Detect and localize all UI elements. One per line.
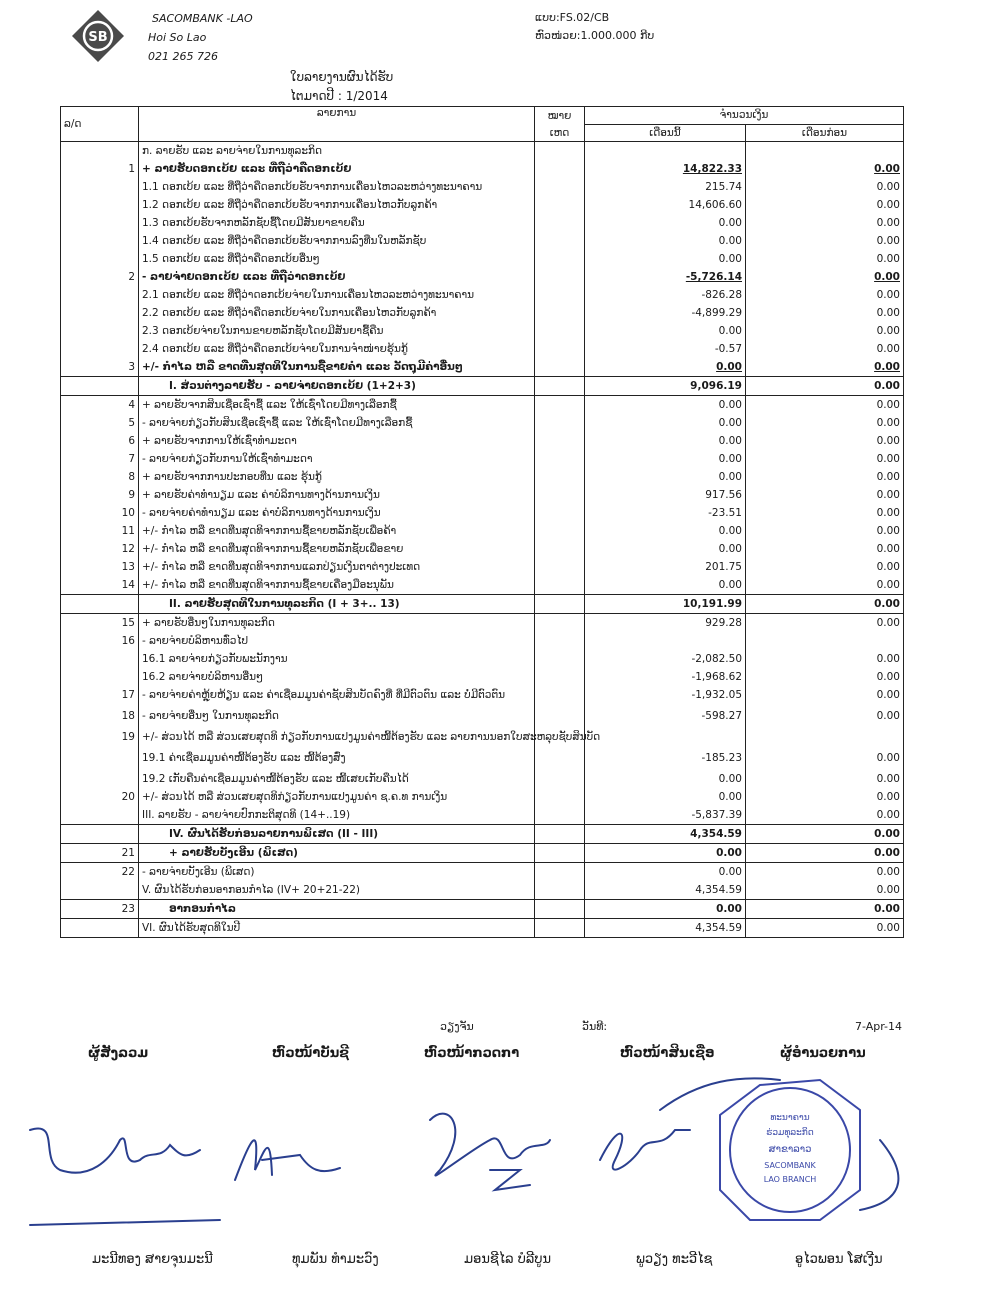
row-description: - ລາຍຈ່າຍຄ່າຫຼຸ້ຍຫ້ຽນ ແລະ ຄ່າເຊື່ອມມູນຄ່າຊັບສິນບັດຄົງທີ່ ທີ່ມີຕົວຕົນ ແລະ ບໍ່ມີຕົວຕົນ [139,686,535,704]
row-current-month: 4,354.59 [585,919,746,938]
row-current-month: -2,082.50 [585,650,746,668]
signer-name-head-audit: ມອນຊີໄລ ບໍລີບູນ [464,1252,552,1267]
row-number: 11 [61,522,139,540]
row-note [535,377,585,396]
row-previous-month: 0.00 [746,450,904,468]
row-previous-month [746,632,904,650]
table-row [61,377,904,396]
row-previous-month: 0.00 [746,286,904,304]
signature-head-audit [430,1114,550,1190]
row-description: ກ. ລາຍຮັບ ແລະ ລາຍຈ່າຍໃນການທຸລະກິດ [139,142,535,161]
row-note [535,881,585,900]
row-current-month: 10,191.99 [585,595,746,614]
row-number: 10 [61,504,139,522]
row-note [535,432,585,450]
table-row [61,142,904,161]
footer-date: 7-Apr-14 [855,1020,903,1033]
col-last-month-header: ເດືອນກ່ອນ [746,124,904,142]
row-description: II. ລາຍຮັບສຸດທິໃນການທຸລະກິດ (I + 3+.. 13) [139,595,535,614]
row-current-month: 917.56 [585,486,746,504]
row-number: 1 [61,160,139,178]
row-number: 5 [61,414,139,432]
row-number: 20 [61,788,139,806]
row-description: + ລາຍຮັບຈາກສິນເຊື່ອເຊົ່າຊື້ ແລະ ໃຫ້ເຊົ່າໂດຍມີທາງເລືອກຊື້ [139,396,535,415]
row-current-month: 4,354.59 [585,825,746,844]
row-description: - ລາຍຈ່າຍຄ່າທຳນຽມ ແລະ ຄ່າບໍລິການທາງດ້ານການເງິນ [139,504,535,522]
row-note [535,522,585,540]
row-description: 2.4 ດອກເບ້ຍ ແລະ ທີ່ຖືວ່າຄືດອກເບ້ຍຈ່າຍໃນການຈຳໜ່າຍຮຸ້ນກູ້ [139,340,535,358]
row-note [535,668,585,686]
row-current-month: 4,354.59 [585,881,746,900]
role-head-credit: ຫົວໜ້າສິນເຊື່ອ [620,1046,715,1061]
table-row [61,468,904,486]
row-description: 1.1 ດອກເບ້ຍ ແລະ ທີ່ຖືວ່າຄືດອກເບ້ຍຮັບຈາກການເຄື່ອນໄຫວລະຫວ່າງທະນາຄານ [139,178,535,196]
row-current-month [585,632,746,650]
row-note [535,340,585,358]
row-previous-month: 0.00 [746,322,904,340]
row-previous-month: 0.00 [746,806,904,825]
row-note [535,746,585,770]
role-head-audit: ຫົວໜ້າກວດກາ [424,1046,520,1061]
row-number [61,322,139,340]
signatures [0,1060,982,1250]
row-previous-month: 0.00 [746,650,904,668]
row-number [61,178,139,196]
row-description: V. ຜົນໄດ້ຮັບກ່ອນອາກອນກຳໄລ (IV+ 20+21-22) [139,881,535,900]
row-description: - ລາຍຈ່າຍດອກເບ້ຍ ແລະ ທີ່ຖືວ່າດອກເບ້ຍ [139,268,535,286]
row-previous-month: 0.00 [746,160,904,178]
statement-body [61,142,904,938]
row-description: + ລາຍຮັບດອກເບ້ຍ ແລະ ທີ່ຖືວ່າຄືດອກເບ້ຍ [139,160,535,178]
row-number [61,214,139,232]
row-current-month: -4,899.29 [585,304,746,322]
row-number: 23 [61,900,139,919]
role-chief-accountant: ຫົວໜ້າບັນຊີ [272,1046,349,1061]
row-note [535,540,585,558]
signer-name-compiler: ມະນີທອງ ສາຍຈຸນມະນີ [92,1252,213,1267]
row-note [535,468,585,486]
row-description: - ລາຍຈ່າຍກ່ຽວກັບການໃຫ້ເຊົ່າທຳມະດາ [139,450,535,468]
row-description: +/- ສ່ວນໄດ້ ຫລື ສ່ວນເສຍສຸດທິ ກ່ຽວກັບການແປງມູນຄ່າໜີ້ຕ້ອງຮັບ ແລະ ລາຍການນອກໃບສະຫລຸບຊັບສິນບັດ [139,728,535,746]
row-previous-month: 0.00 [746,595,904,614]
row-number [61,595,139,614]
table-row [61,214,904,232]
row-description: 2.1 ດອກເບ້ຍ ແລະ ທີ່ຖືວ່າດອກເບ້ຍຈ່າຍໃນການເຄື່ອນໄຫວລະຫວ່າງທະນາຄານ [139,286,535,304]
row-number [61,746,139,770]
row-number [61,377,139,396]
table-row [61,178,904,196]
table-row [61,746,904,770]
row-current-month: 14,822.33 [585,160,746,178]
row-previous-month: 0.00 [746,250,904,268]
col-item-header: ລາຍການ [139,107,535,142]
table-row [61,686,904,704]
row-previous-month: 0.00 [746,770,904,788]
table-row [61,788,904,806]
row-current-month: 929.28 [585,614,746,633]
table-row [61,396,904,415]
table-row [61,806,904,825]
row-note [535,232,585,250]
row-current-month: 215.74 [585,178,746,196]
row-current-month: -598.27 [585,704,746,728]
row-current-month: -5,837.39 [585,806,746,825]
row-description: +/- ກຳໄລ ຫລື ຂາດທືນສຸດທິໃນການຊື້ຂາຍຄຳ ແລະ ວັດຖຸມີຄ່າອື່ນໆ [139,358,535,377]
table-row [61,268,904,286]
row-number [61,668,139,686]
table-row [61,540,904,558]
row-number: 9 [61,486,139,504]
row-previous-month: 0.00 [746,576,904,595]
row-description: + ລາຍຮັບອື່ນໆໃນການທຸລະກິດ [139,614,535,633]
row-description: I. ສ່ວນຕ່າງລາຍຮັບ - ລາຍຈ່າຍດອກເບ້ຍ (1+2+3) [139,377,535,396]
row-previous-month: 0.00 [746,863,904,882]
table-row [61,881,904,900]
row-note [535,214,585,232]
row-number [61,232,139,250]
row-current-month [585,728,746,746]
row-note [535,614,585,633]
row-description: 2.2 ດອກເບ້ຍ ແລະ ທີ່ຖືວ່າຄືດອກເບ້ຍຈ່າຍໃນການເຄື່ອນໄຫວກັບລູກຄ້າ [139,304,535,322]
row-previous-month: 0.00 [746,468,904,486]
stamp-line-3: ສາຂາລາວ [768,1144,812,1155]
row-current-month: 0.00 [585,250,746,268]
row-previous-month: 0.00 [746,432,904,450]
table-row [61,558,904,576]
row-description: - ລາຍຈ່າຍບໍລິຫານທົ່ວໄປ [139,632,535,650]
row-current-month: 0.00 [585,770,746,788]
bank-phone: 021 265 726 [148,50,218,63]
row-description: + ລາຍຮັບບັງເອີນ (ພິເສດ) [139,844,535,863]
row-description: ອາກອນກຳໄລ [139,900,535,919]
row-number: 12 [61,540,139,558]
row-current-month: 0.00 [585,576,746,595]
row-number: 15 [61,614,139,633]
row-note [535,919,585,938]
row-current-month: -826.28 [585,286,746,304]
row-number: 21 [61,844,139,863]
table-row [61,358,904,377]
row-number: 14 [61,576,139,595]
row-note [535,788,585,806]
footer-place: ວຽງຈັນ [440,1020,474,1033]
row-previous-month [746,728,904,746]
footer-date-label: ວັນທີ: [582,1020,608,1033]
row-number: 3 [61,358,139,377]
row-current-month: -0.57 [585,340,746,358]
row-previous-month: 0.00 [746,486,904,504]
row-number [61,770,139,788]
row-previous-month: 0.00 [746,558,904,576]
row-note [535,322,585,340]
row-current-month: 0.00 [585,844,746,863]
income-statement-table [60,106,904,938]
table-row [61,450,904,468]
row-description: +/- ສ່ວນໄດ້ ຫລື ສ່ວນເສຍສຸດທິກ່ຽວກັບການແປງມູນຄ່າ ຊ.ຄ.ທ ການເງິນ [139,788,535,806]
row-description: - ລາຍຈ່າຍອື່ນໆ ໃນການທຸລະກິດ [139,704,535,728]
row-current-month: 0.00 [585,450,746,468]
row-description: + ລາຍຮັບຈາກການໃຫ້ເຊົ່າທຳມະດາ [139,432,535,450]
row-note [535,806,585,825]
row-number: 17 [61,686,139,704]
row-note [535,844,585,863]
table-row [61,728,904,746]
row-note [535,632,585,650]
row-description: +/- ກຳໄລ ຫລື ຂາດທືນສຸດທິຈາກການແລກປ່ຽນເງິນຕາຕ່າງປະເທດ [139,558,535,576]
stamp-line-2: ຮ່ວມທຸລະກິດ [766,1128,814,1138]
row-previous-month: 0.00 [746,825,904,844]
row-number: 7 [61,450,139,468]
row-current-month [585,142,746,161]
table-row [61,196,904,214]
row-description: - ລາຍຈ່າຍບັງເອີນ (ພິເສດ) [139,863,535,882]
table-row [61,304,904,322]
row-number: 13 [61,558,139,576]
svg-text:SB: SB [88,30,108,45]
table-row [61,668,904,686]
row-description: IV. ຜົນໄດ້ຮັບກ່ອນລາຍການພິເສດ (II - III) [139,825,535,844]
currency-unit: ຫົວໜ່ວຍ:1.000.000 ກີບ [535,29,655,42]
row-description: 16.2 ລາຍຈ່າຍບໍລິຫານອື່ນໆ [139,668,535,686]
signature-chief-accountant [235,1140,340,1180]
table-row [61,576,904,595]
row-description: VI. ຜົນໄດ້ຮັບສຸດທິໃນປີ [139,919,535,938]
row-number [61,881,139,900]
table-row [61,232,904,250]
row-previous-month: 0.00 [746,268,904,286]
signature-director [860,1140,898,1210]
row-previous-month: 0.00 [746,214,904,232]
row-note [535,863,585,882]
row-note [535,358,585,377]
row-current-month: 0.00 [585,522,746,540]
row-current-month: 0.00 [585,863,746,882]
bank-logo [70,8,126,64]
row-note [535,558,585,576]
row-previous-month [746,142,904,161]
table-row [61,286,904,304]
row-previous-month: 0.00 [746,844,904,863]
table-row [61,863,904,882]
col-note-header-top: ໝາຍ [535,107,585,125]
row-number [61,340,139,358]
row-description: III. ລາຍຮັບ - ລາຍຈ່າຍປົກກະຕິສຸດທິ (14+..19) [139,806,535,825]
table-row [61,614,904,633]
row-note [535,142,585,161]
row-previous-month: 0.00 [746,704,904,728]
stamp-line-4: SACOMBANK [764,1161,816,1170]
row-number: 2 [61,268,139,286]
row-note [535,450,585,468]
signer-name-chief-accountant: ທຸມພັນ ທຳມະວົງ [292,1252,379,1267]
row-number: 6 [61,432,139,450]
row-note [535,250,585,268]
row-description: + ລາຍຮັບຄ່າທຳນຽມ ແລະ ຄ່າບໍລິການທາງດ້ານການເງິນ [139,486,535,504]
table-row [61,595,904,614]
table-row [61,770,904,788]
row-number [61,142,139,161]
signature-compiler [30,1128,220,1225]
table-row [61,704,904,728]
signature-head-credit [600,1078,780,1169]
row-description: 1.5 ດອກເບ້ຍ ແລະ ທີ່ຖືວ່າຄືດອກເບ້ຍອື່ນໆ [139,250,535,268]
row-previous-month: 0.00 [746,232,904,250]
row-previous-month: 0.00 [746,900,904,919]
row-description: 1.2 ດອກເບ້ຍ ແລະ ທີ່ຖືວ່າຄືດອກເບ້ຍຮັບຈາກການເຄື່ອນໄຫວກັບລູກຄ້າ [139,196,535,214]
row-current-month: -185.23 [585,746,746,770]
row-current-month: 0.00 [585,900,746,919]
row-description: 19.2 ເກັບຄືນຄ່າເຊື່ອມມູນຄ່າໜີ້ຕ້ອງຮັບ ແລະ ໜີ້ເສຍເກັບຄືນໄດ້ [139,770,535,788]
row-note [535,304,585,322]
row-number [61,304,139,322]
row-previous-month: 0.00 [746,178,904,196]
row-note [535,825,585,844]
row-previous-month: 0.00 [746,396,904,415]
row-current-month: -23.51 [585,504,746,522]
row-current-month: 0.00 [585,358,746,377]
row-previous-month: 0.00 [746,196,904,214]
row-description: 16.1 ລາຍຈ່າຍກ່ຽວກັບພະນັກງານ [139,650,535,668]
row-current-month: 201.75 [585,558,746,576]
row-previous-month: 0.00 [746,746,904,770]
row-previous-month: 0.00 [746,881,904,900]
row-note [535,900,585,919]
row-description: 2.3 ດອກເບ້ຍຈ່າຍໃນການຂາຍຫລັກຊັບໂດຍມີສັນຍາຊື້ຄືນ [139,322,535,340]
row-number: 4 [61,396,139,415]
row-number: 16 [61,632,139,650]
signer-name-head-credit: ພູວຽງ ທະວີໄຊ [636,1252,713,1267]
row-current-month: 0.00 [585,788,746,806]
row-note [535,414,585,432]
table-row [61,825,904,844]
row-note [535,178,585,196]
row-description: 1.3 ດອກເບ້ຍຮັບຈາກຫລັກຊັບຊື້ໂດຍມີສັນຍາຂາຍຄືນ [139,214,535,232]
col-amount-header: ຈຳນວນເງິນ [585,107,904,125]
stamp-line-1: ທະນາຄານ [770,1113,810,1123]
col-this-month-header: ເດືອນນີ້ [585,124,746,142]
report-period: ໄຕມາດປີ : 1/2014 [290,89,388,103]
row-current-month: -1,932.05 [585,686,746,704]
row-number [61,196,139,214]
row-note [535,268,585,286]
row-description: +/- ກຳໄລ ຫລື ຂາດທືນສຸດທິຈາກການຊື້ຂາຍເຄື່ອງມືອະນຸພັນ [139,576,535,595]
table-row [61,432,904,450]
stamp-line-5: LAO BRANCH [763,1175,817,1184]
row-number [61,250,139,268]
row-previous-month: 0.00 [746,686,904,704]
row-previous-month: 0.00 [746,504,904,522]
table-row [61,340,904,358]
row-previous-month: 0.00 [746,668,904,686]
signer-name-director: ອູໄວພອນ ໂສເງີນ [795,1252,883,1267]
row-number: 19 [61,728,139,746]
table-row [61,414,904,432]
row-current-month: 0.00 [585,414,746,432]
table-row [61,486,904,504]
row-previous-month: 0.00 [746,522,904,540]
row-current-month: 0.00 [585,322,746,340]
row-note [535,486,585,504]
row-number: 22 [61,863,139,882]
bank-name: SACOMBANK -LAO [152,12,253,25]
row-current-month: 9,096.19 [585,377,746,396]
row-description: 1.4 ດອກເບ້ຍ ແລະ ທີ່ຖືວ່າຄືດອກເບ້ຍຮັບຈາກການລົງທືນໃນຫລັກຊັບ [139,232,535,250]
row-previous-month: 0.00 [746,358,904,377]
table-row [61,650,904,668]
table-row [61,522,904,540]
table-row [61,919,904,938]
row-description: - ລາຍຈ່າຍກ່ຽວກັບສິນເຊື່ອເຊົ່າຊື້ ແລະ ໃຫ້ເຊົ່າໂດຍມີທາງເລືອກຊື້ [139,414,535,432]
row-note [535,160,585,178]
branch-name: Hoi So Lao [148,31,207,44]
row-previous-month: 0.00 [746,340,904,358]
col-no-header: ລ/ດ [61,107,139,142]
report-title: ໃບລາຍງານຜົນໄດ້ຮັບ [290,70,394,84]
row-previous-month: 0.00 [746,304,904,322]
role-compiler: ຜູ້ສັງລວມ [88,1046,149,1061]
row-previous-month: 0.00 [746,614,904,633]
row-number [61,919,139,938]
row-note [535,595,585,614]
table-row [61,900,904,919]
row-current-month: -5,726.14 [585,268,746,286]
col-note-header-bottom: ເຫດ [535,124,585,142]
row-current-month: 0.00 [585,432,746,450]
table-row [61,322,904,340]
row-description: 19.1 ຄ່າເຊື່ອມມູນຄ່າໜີ້ຕ້ອງຮັບ ແລະ ໜີ້ຕ້ອງສົ່ງ [139,746,535,770]
row-previous-month: 0.00 [746,377,904,396]
row-current-month: 0.00 [585,540,746,558]
table-row [61,160,904,178]
row-description: + ລາຍຮັບຈາກການປະກອບທືນ ແລະ ຮຸ້ນກູ້ [139,468,535,486]
row-previous-month: 0.00 [746,414,904,432]
row-number: 18 [61,704,139,728]
row-previous-month: 0.00 [746,788,904,806]
form-code: ແບບ:FS.02/CB [535,11,610,24]
table-row [61,632,904,650]
table-row [61,844,904,863]
table-row [61,250,904,268]
row-current-month: 14,606.60 [585,196,746,214]
row-description: +/- ກຳໄລ ຫລື ຂາດທືນສຸດທິຈາກການຊື້ຂາຍຫລັກຊັບເພື່ອຂາຍ [139,540,535,558]
row-note [535,396,585,415]
row-note [535,770,585,788]
row-note [535,196,585,214]
row-note [535,576,585,595]
row-previous-month: 0.00 [746,540,904,558]
row-number: 8 [61,468,139,486]
row-current-month: 0.00 [585,232,746,250]
row-number [61,806,139,825]
row-number [61,825,139,844]
row-current-month: 0.00 [585,214,746,232]
row-previous-month: 0.00 [746,919,904,938]
row-current-month: 0.00 [585,468,746,486]
row-note [535,650,585,668]
table-row [61,504,904,522]
row-number [61,650,139,668]
row-current-month: -1,968.62 [585,668,746,686]
row-note [535,286,585,304]
row-note [535,686,585,704]
row-current-month: 0.00 [585,396,746,415]
row-note [535,704,585,728]
row-description: +/- ກຳໄລ ຫລື ຂາດທືນສຸດທິຈາກການຊື້ຂາຍຫລັກຊັບເພື່ອຄ້າ [139,522,535,540]
row-note [535,504,585,522]
row-number [61,286,139,304]
role-director: ຜູ້ອຳນວຍການ [780,1046,866,1061]
